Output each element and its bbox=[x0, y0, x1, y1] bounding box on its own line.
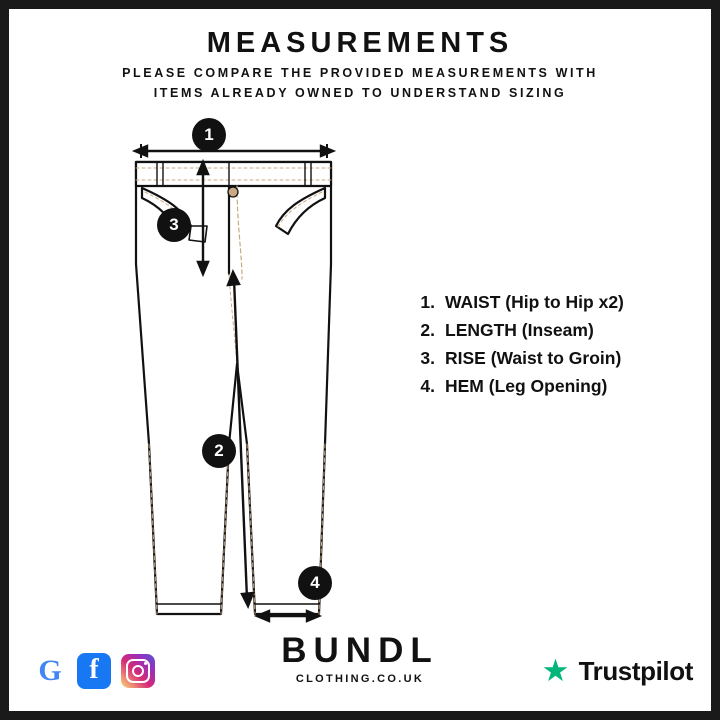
legend-number: 1. bbox=[420, 292, 435, 312]
measurement-legend bbox=[407, 292, 707, 404]
arrow-waist bbox=[135, 144, 333, 158]
legend-item-hem bbox=[407, 376, 707, 397]
legend-number: 2. bbox=[420, 320, 435, 340]
callout-2: 2 bbox=[202, 434, 236, 468]
legend-item-length bbox=[407, 320, 707, 341]
trustpilot-badge[interactable] bbox=[541, 652, 693, 688]
jeans-illustration bbox=[79, 114, 399, 634]
legend-item-waist bbox=[407, 292, 707, 313]
callout-4: 4 bbox=[298, 566, 332, 600]
legend-number: 3. bbox=[420, 348, 435, 368]
subtitle-line-2: ITEMS ALREADY OWNED TO UNDERSTAND SIZING bbox=[153, 86, 567, 100]
legend-label: RISE (Waist to Groin) bbox=[445, 348, 622, 368]
legend-label: HEM (Leg Opening) bbox=[445, 376, 608, 396]
subtitle-line-1: PLEASE COMPARE THE PROVIDED MEASUREMENTS WITH bbox=[122, 66, 598, 80]
legend-item-rise bbox=[407, 348, 707, 369]
callout-3: 3 bbox=[157, 208, 191, 242]
legend-number: 4. bbox=[420, 376, 435, 396]
google-glyph: G bbox=[38, 654, 62, 687]
facebook-glyph: f bbox=[89, 654, 99, 685]
page-subtitle bbox=[9, 63, 711, 103]
trustpilot-label: Trustpilot bbox=[578, 656, 693, 686]
page-title: MEASUREMENTS bbox=[206, 27, 514, 59]
star-icon: ★ bbox=[541, 652, 570, 688]
brand-name: BUNDL bbox=[281, 631, 439, 670]
brand-domain: CLOTHING.CO.UK bbox=[295, 673, 425, 685]
legend-label: LENGTH (Inseam) bbox=[445, 320, 594, 340]
callout-1: 1 bbox=[192, 118, 226, 152]
legend-label: WAIST (Hip to Hip x2) bbox=[445, 292, 624, 312]
jeans-diagram bbox=[79, 114, 399, 634]
